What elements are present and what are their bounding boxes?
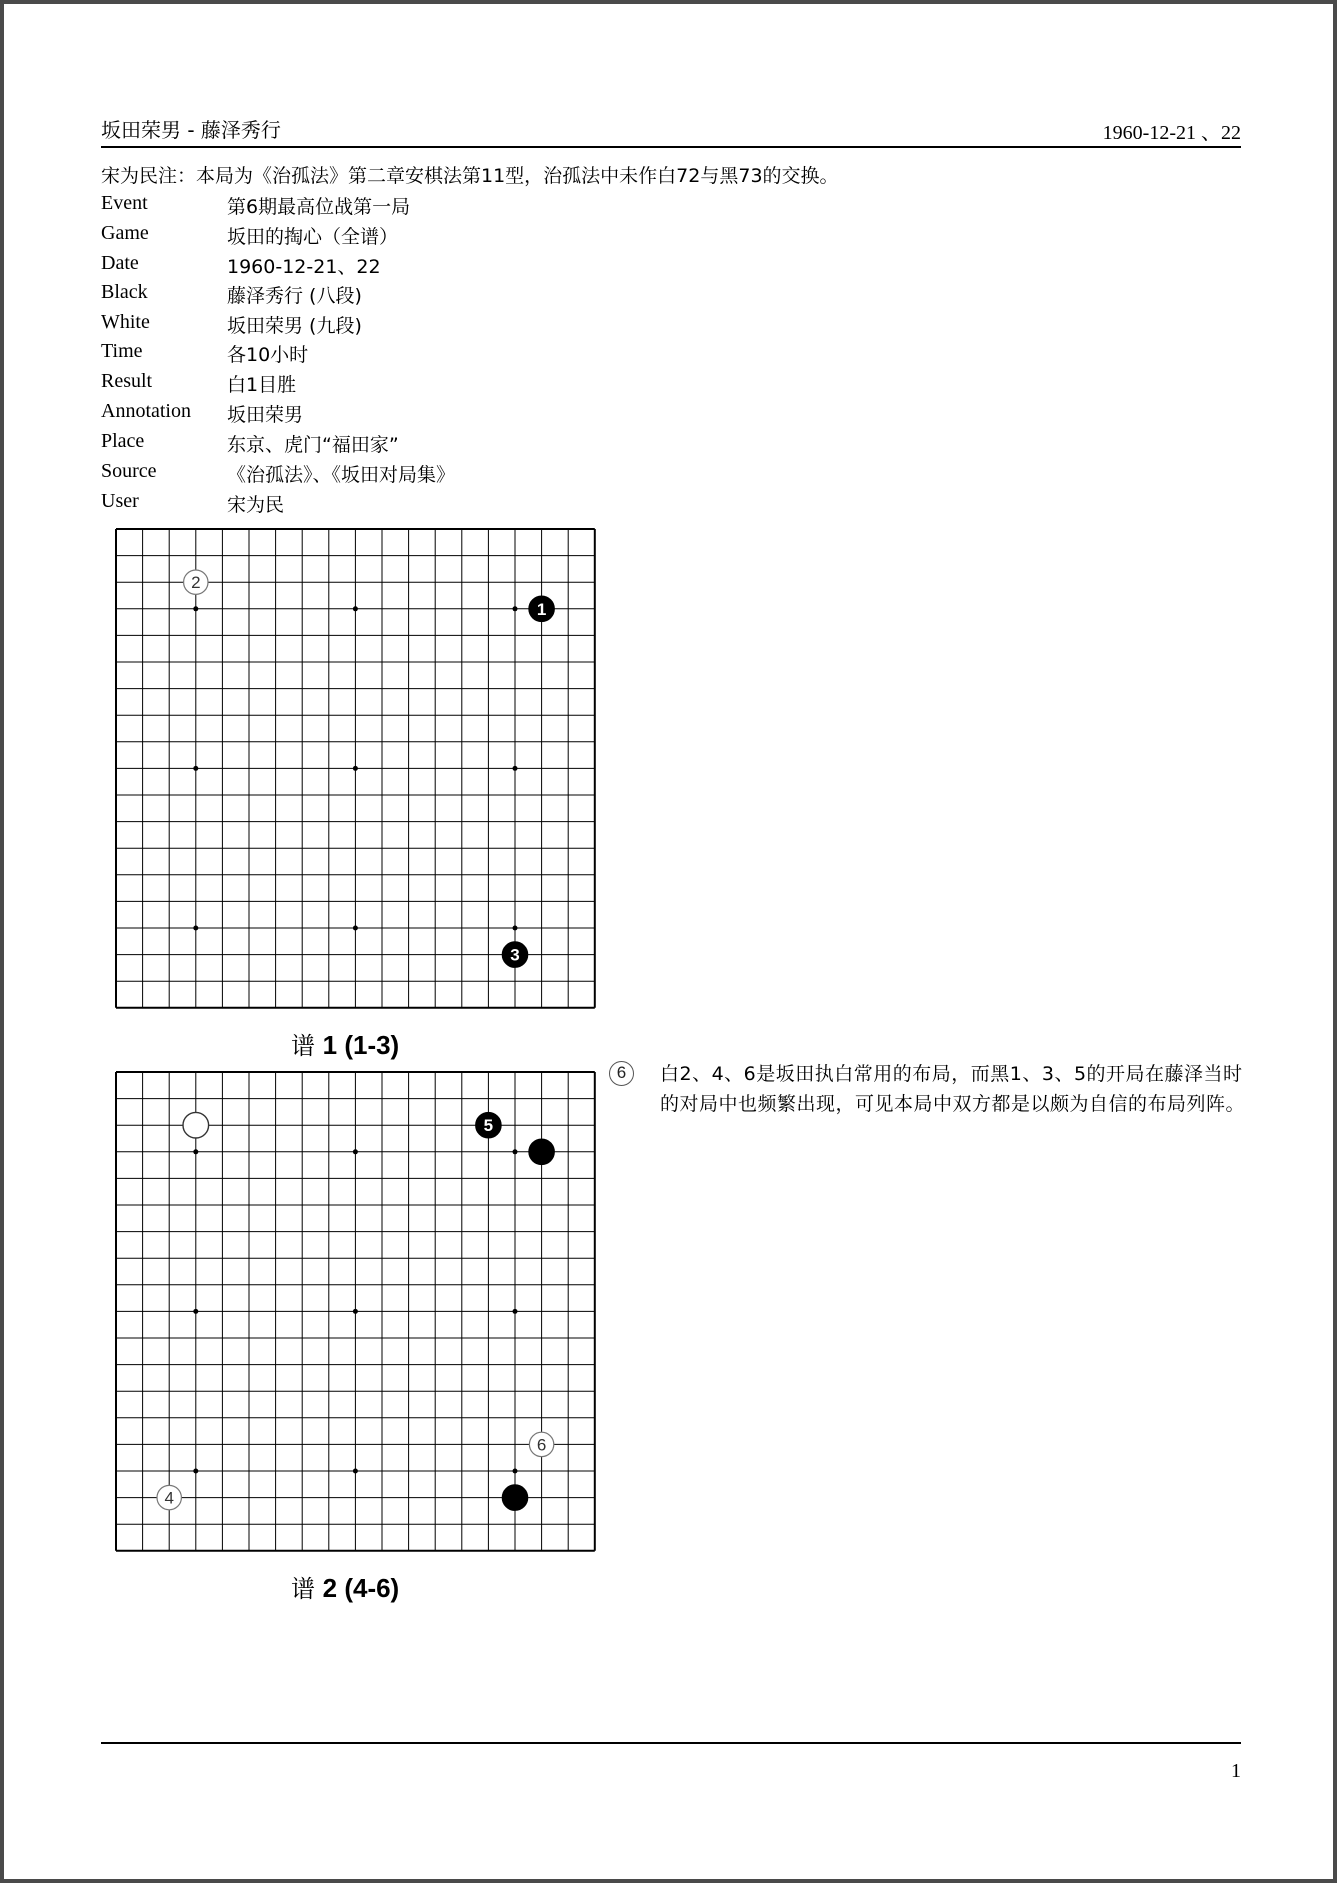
- star-point: [513, 1149, 518, 1154]
- page-header: [101, 110, 1241, 148]
- info-key: Game: [101, 222, 149, 244]
- info-key: Result: [101, 370, 153, 392]
- star-point: [513, 1469, 518, 1474]
- info-value: 坂田的掏心（全谱）: [227, 226, 399, 248]
- black-stone: [502, 942, 528, 968]
- white-stone: [529, 1432, 553, 1456]
- diagram-2-caption: [291, 1569, 399, 1604]
- star-point: [353, 926, 358, 931]
- caption-number: 1 (1-3): [322, 1030, 400, 1060]
- star-point: [193, 926, 198, 931]
- page-footer: [101, 1742, 1241, 1782]
- info-key: Source: [101, 460, 157, 482]
- info-value: 第6期最高位战第一局: [227, 196, 411, 218]
- black-stone: [502, 1485, 528, 1511]
- info-key: Black: [101, 281, 148, 303]
- star-point: [353, 606, 358, 611]
- annotator-note: 宋为民注：本局为《治孤法》第二章安棋法第11型，治孤法中未作白72与黑73的交换。: [101, 165, 839, 187]
- white-stone: [184, 570, 208, 594]
- go-board-diagram-2: [112, 1068, 600, 1556]
- black-stone: [529, 596, 555, 622]
- info-value: 宋为民: [227, 494, 285, 516]
- info-value: 坂田荣男 (九段): [227, 315, 362, 337]
- star-point: [513, 926, 518, 931]
- info-key: Event: [101, 192, 148, 214]
- stone-move-number: 5: [483, 1116, 494, 1136]
- stone-move-number: 1: [536, 599, 547, 619]
- star-point: [513, 1309, 518, 1314]
- star-point: [513, 606, 518, 611]
- info-value: 白1目胜: [227, 374, 297, 396]
- info-value: 各10小时: [227, 344, 309, 366]
- page-number: 1: [1231, 1760, 1241, 1782]
- comment-text: 白2、4、6是坂田执白常用的布局，而黑1、3、5的开局在藤泽当时的对局中也频繁出现，可见本局中双方都是以颇为自信的布局列阵。: [660, 1063, 1246, 1115]
- caption-number: 2 (4-6): [322, 1573, 400, 1603]
- caption-prefix: 谱: [291, 1575, 323, 1603]
- info-key: Place: [101, 430, 145, 452]
- info-key: Time: [101, 340, 143, 362]
- header-date: 1960-12-21 、22: [1102, 122, 1241, 144]
- info-value: 坂田荣男: [227, 404, 304, 426]
- star-point: [353, 766, 358, 771]
- stone-move-number: 6: [536, 1435, 547, 1455]
- star-point: [193, 1149, 198, 1154]
- header-players: 坂田荣男 - 藤泽秀行: [101, 118, 281, 142]
- info-value: 藤泽秀行 (八段): [227, 285, 362, 307]
- info-key: Date: [101, 252, 139, 274]
- white-stone: [157, 1485, 181, 1509]
- star-point: [193, 1469, 198, 1474]
- caption-prefix: 谱: [291, 1032, 323, 1060]
- star-point: [193, 766, 198, 771]
- info-value: 1960-12-21、22: [227, 256, 381, 278]
- info-key: User: [101, 490, 139, 512]
- stone-move-number: 2: [191, 573, 201, 593]
- go-board-diagram-1: [112, 525, 600, 1013]
- info-key: White: [101, 311, 150, 333]
- document-page: [4, 4, 1333, 1879]
- star-point: [353, 1149, 358, 1154]
- star-point: [513, 766, 518, 771]
- diagram-1-caption: [291, 1026, 399, 1061]
- info-value: 东京、虎门“福田家”: [227, 434, 399, 456]
- black-stone: [529, 1139, 555, 1165]
- stone-move-number: 3: [510, 945, 520, 965]
- info-value: 《治孤法》、《坂田对局集》: [227, 464, 456, 486]
- star-point: [353, 1309, 358, 1314]
- move-marker-icon: 6: [609, 1061, 634, 1086]
- star-point: [193, 1309, 198, 1314]
- white-stone: [183, 1112, 209, 1138]
- black-stone: [476, 1112, 502, 1138]
- star-point: [193, 606, 198, 611]
- info-key: Annotation: [101, 400, 191, 422]
- star-point: [353, 1469, 358, 1474]
- stone-move-number: 4: [164, 1488, 174, 1508]
